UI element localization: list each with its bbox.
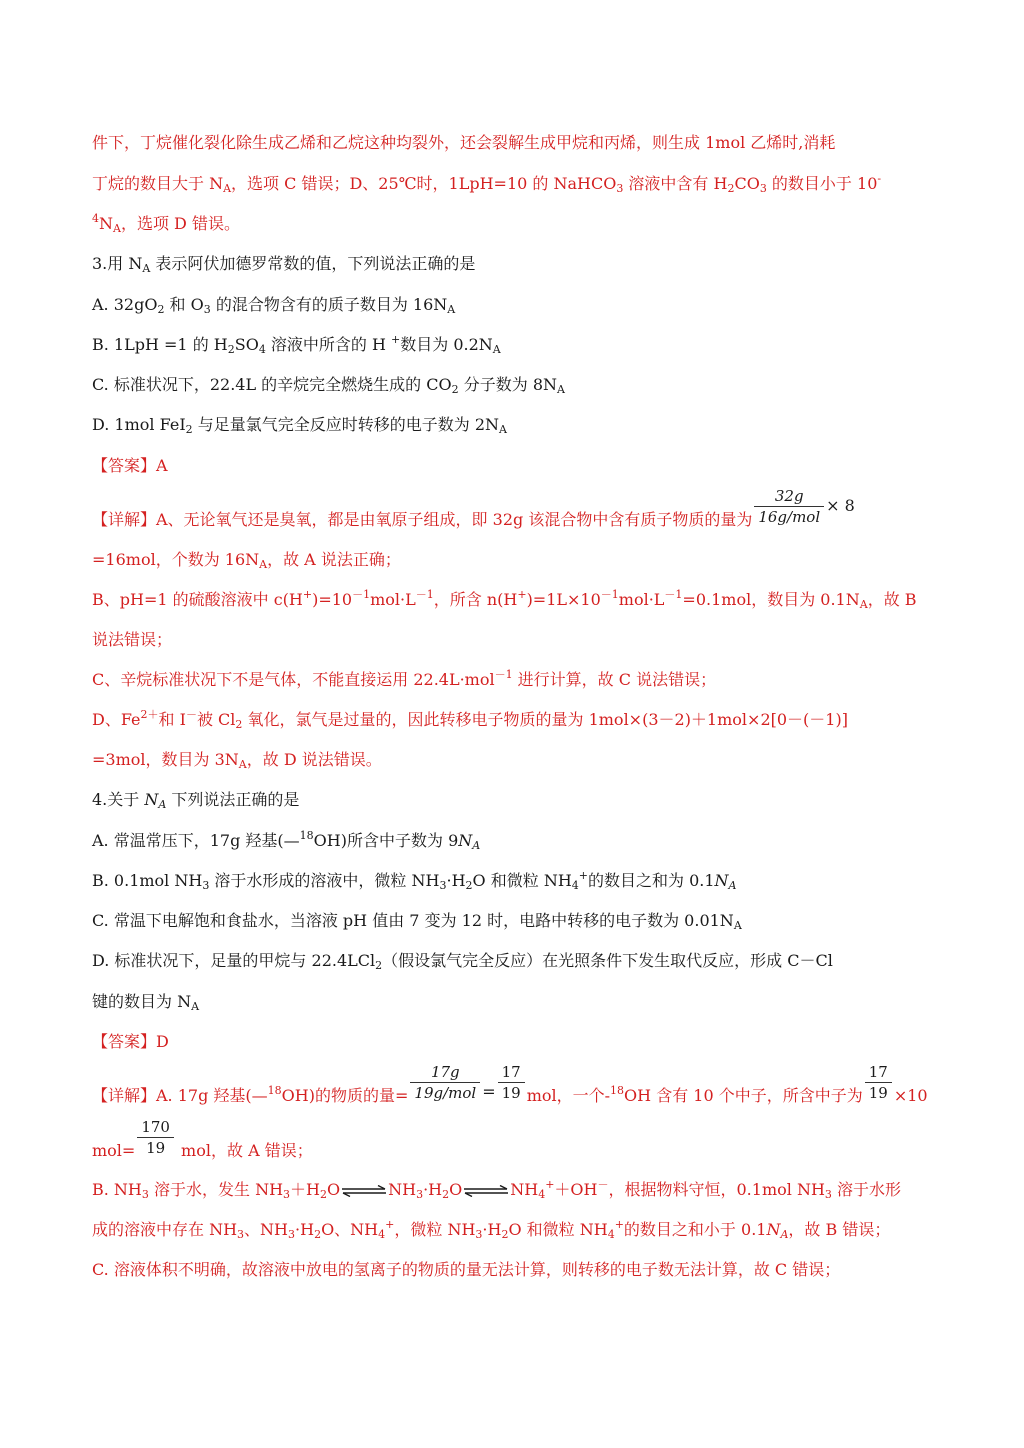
question-4-option-c xyxy=(92,911,742,931)
superscript: + xyxy=(517,588,527,601)
subscript: A xyxy=(259,558,268,571)
answer-4 xyxy=(92,1032,169,1052)
multiplier: × 8 xyxy=(826,496,855,515)
text: B、pH=1 的硫酸溶液中 c(H xyxy=(92,590,303,609)
superscript: 18 xyxy=(267,1084,282,1097)
subscript: A xyxy=(191,1000,200,1013)
fraction-numerator: 32g xyxy=(754,486,824,507)
text: =16mol，个数为 16N xyxy=(92,550,260,569)
subscript: A xyxy=(113,222,121,235)
explanation-line xyxy=(92,133,835,153)
subscript: 3 xyxy=(288,1228,296,1241)
text: 键的数目为 N xyxy=(92,992,192,1011)
text: 【答案】A xyxy=(92,456,168,475)
text: SO xyxy=(234,335,259,354)
fraction-denominator: 16g/mol xyxy=(758,508,821,526)
text: ·H xyxy=(423,1180,443,1199)
subscript: 2 xyxy=(235,718,243,731)
text: ·H xyxy=(482,1220,502,1239)
detail-4-a-cont xyxy=(92,1117,313,1158)
subscript: A xyxy=(142,262,151,275)
text: O 和微粒 NH xyxy=(508,1220,608,1239)
superscript: 4 xyxy=(92,212,99,225)
detail-3-b xyxy=(92,590,917,610)
text: C. 常温下电解饱和食盐水，当溶液 pH 值由 7 变为 12 时，电路中转移的电子数为 0.01N xyxy=(92,911,734,930)
text: 3.用 N xyxy=(92,254,143,273)
text: 溶于水形成的溶液中，微粒 NH xyxy=(209,871,440,890)
text: ＋H xyxy=(290,1180,320,1199)
text: N xyxy=(144,790,159,809)
subscript: 2 xyxy=(314,1228,322,1241)
subscript: 3 xyxy=(616,182,624,195)
text: ·H xyxy=(446,871,466,890)
text: B. 1LpH =1 的 H xyxy=(92,335,228,354)
question-4-option-b xyxy=(92,871,737,891)
text: ，故 B xyxy=(867,590,917,609)
text: 和 I xyxy=(158,710,186,729)
text: 溶液中含有 H xyxy=(623,174,728,193)
subscript: 4 xyxy=(258,343,266,356)
superscript: + xyxy=(545,1178,555,1191)
fraction-denominator: 19 xyxy=(501,1084,521,1102)
text: OH 含有 10 个中子，所含中子为 xyxy=(624,1086,863,1105)
text: 的数目之和小于 0.1 xyxy=(623,1220,767,1239)
superscript: －1 xyxy=(415,588,434,601)
subscript: A xyxy=(728,879,737,892)
text: C. 溶液体积不明确，故溶液中放电的氢离子的物质的量无法计算，则转移的电子数无法计算，故 C 错误； xyxy=(92,1260,841,1279)
fraction xyxy=(137,1117,174,1158)
fraction-numerator: 17 xyxy=(865,1062,892,1083)
text: A. 常温常压下，17g 羟基(— xyxy=(92,831,300,850)
text: A. 32gO xyxy=(92,295,158,314)
subscript: 3 xyxy=(202,879,210,892)
text: 和 O xyxy=(164,295,204,314)
answer-3 xyxy=(92,456,168,476)
fraction xyxy=(754,486,824,527)
subscript: 3 xyxy=(759,182,767,195)
superscript: －1 xyxy=(600,588,619,601)
subscript: 3 xyxy=(203,303,211,316)
text: 溶于水，发生 NH xyxy=(148,1180,284,1199)
text: 分子数为 8N xyxy=(458,375,557,394)
subscript: 2 xyxy=(320,1188,327,1201)
superscript: + xyxy=(578,869,588,882)
text: 、NH xyxy=(244,1220,289,1239)
text: mol，故 A 错误； xyxy=(175,1141,313,1160)
subscript: 2 xyxy=(227,343,235,356)
text: 【详解】A. 17g 羟基(— xyxy=(92,1086,268,1105)
text: 【答案】D xyxy=(92,1032,169,1051)
equilibrium-arrow-icon xyxy=(463,1185,509,1197)
text: ，故 D 说法错误。 xyxy=(246,750,382,769)
text: 4.关于 xyxy=(92,790,145,809)
text: O xyxy=(327,1180,341,1199)
text: ＋OH xyxy=(554,1180,598,1199)
subscript: 2 xyxy=(451,383,459,396)
question-3-stem xyxy=(92,254,475,274)
subscript: 2 xyxy=(501,1228,509,1241)
text: mol= xyxy=(92,1141,136,1160)
subscript: 4 xyxy=(607,1228,615,1241)
question-4-option-a xyxy=(92,831,480,851)
text: 的数目之和为 0.1 xyxy=(588,871,715,890)
text: 的混合物含有的质子数目为 16N xyxy=(210,295,448,314)
text: 丁烷的数目大于 N xyxy=(92,174,224,193)
text: NH xyxy=(510,1180,539,1199)
text: ，根据物料守恒，0.1mol NH xyxy=(608,1180,825,1199)
explanation-line xyxy=(92,174,881,194)
subscript: A xyxy=(733,919,742,932)
superscript: －1 xyxy=(664,588,683,601)
text: ×10 xyxy=(893,1086,928,1105)
fraction xyxy=(498,1062,525,1103)
text: 被 Cl xyxy=(196,710,236,729)
text: 溶液中所含的 H xyxy=(265,335,392,354)
text: N xyxy=(458,831,473,850)
superscript: 2＋ xyxy=(140,708,159,721)
subscript: 3 xyxy=(439,879,447,892)
fraction xyxy=(865,1062,892,1103)
subscript: A xyxy=(158,798,167,811)
text: ，微粒 NH xyxy=(394,1220,476,1239)
detail-3-c xyxy=(92,670,716,690)
subscript: A xyxy=(472,839,481,852)
text: 与足量氯气完全反应时转移的电子数为 2N xyxy=(192,415,499,434)
fraction-numerator: 17g xyxy=(410,1062,480,1083)
text: C、辛烷标准状况下不是气体，不能直接运用 22.4L·mol xyxy=(92,670,495,689)
superscript: －1 xyxy=(494,668,513,681)
subscript: A xyxy=(492,343,501,356)
text: NH xyxy=(388,1180,417,1199)
text: =3mol，数目为 3N xyxy=(92,750,239,769)
subscript: 3 xyxy=(416,1188,424,1201)
detail-3-d-cont xyxy=(92,750,382,770)
text: D. 1mol FeI xyxy=(92,415,186,434)
text: 件下，丁烷催化裂化除生成乙烯和乙烷这种均裂外，还会裂解生成甲烷和丙烯，则生成 1mol 乙烯时,消耗 xyxy=(92,133,836,152)
detail-4-a xyxy=(92,1062,928,1103)
subscript: 3 xyxy=(237,1228,245,1241)
text: 数目为 0.2N xyxy=(400,335,493,354)
subscript: 3 xyxy=(475,1228,483,1241)
text: ，选项 C 错误；D、25℃时，1LpH=10 的 NaHCO xyxy=(231,174,617,193)
fraction-numerator: 170 xyxy=(137,1117,174,1138)
question-4-option-d-cont xyxy=(92,992,199,1012)
superscript: - xyxy=(877,172,882,185)
detail-3-a-cont xyxy=(92,550,401,570)
superscript: － xyxy=(185,708,197,721)
text: =0.1mol，数目为 0.1N xyxy=(682,590,860,609)
text: B. NH xyxy=(92,1180,142,1199)
subscript: A xyxy=(499,423,507,436)
superscript: 18 xyxy=(299,829,314,842)
explanation-line xyxy=(92,214,240,234)
text: 下列说法正确的是 xyxy=(166,790,300,809)
equilibrium-arrow-icon xyxy=(341,1185,387,1197)
fraction-denominator: 19 xyxy=(146,1139,166,1157)
text: OH)的物质的量= xyxy=(281,1086,409,1105)
text: 溶于水形 xyxy=(831,1180,902,1199)
superscript: + xyxy=(391,333,401,346)
detail-3-d xyxy=(92,710,848,730)
text: O xyxy=(449,1180,463,1199)
text: mol·L xyxy=(370,590,416,609)
text: 氧化，氯气是过量的，因此转移电子物质的量为 1mol×(3－2)＋1mol×2[0－(－1)] xyxy=(242,710,848,729)
superscript: + xyxy=(614,1218,624,1231)
text: mol，一个- xyxy=(526,1086,611,1105)
detail-4-c xyxy=(92,1260,840,1280)
detail-3-a xyxy=(92,487,855,541)
subscript: 2 xyxy=(442,1188,450,1201)
text: 成的溶液中存在 NH xyxy=(92,1220,238,1239)
text: 的数目小于 10 xyxy=(766,174,878,193)
text: mol·L xyxy=(618,590,665,609)
superscript: 18 xyxy=(610,1084,625,1097)
subscript: 2 xyxy=(185,423,193,436)
text: 【详解】A、无论氧气还是臭氧，都是由氧原子组成，即 32g 该混合物中含有质子物质的量为 xyxy=(92,510,753,529)
subscript: 4 xyxy=(378,1228,386,1241)
text: N xyxy=(99,214,113,233)
subscript: 3 xyxy=(141,1188,149,1201)
text: CO xyxy=(734,174,760,193)
text: D、Fe xyxy=(92,710,141,729)
question-3-option-a xyxy=(92,295,455,315)
detail-4-b xyxy=(92,1180,901,1200)
text: N xyxy=(714,871,729,890)
text: 进行计算，故 C 说法错误； xyxy=(512,670,717,689)
text: 说法错误； xyxy=(92,630,173,649)
text: ·H xyxy=(295,1220,315,1239)
subscript: 4 xyxy=(538,1188,546,1201)
text: 表示阿伏加德罗常数的值，下列说法正确的是 xyxy=(150,254,476,273)
question-4-option-d xyxy=(92,951,833,971)
subscript: 2 xyxy=(465,879,473,892)
superscript: － xyxy=(597,1178,609,1191)
question-4-stem xyxy=(92,790,299,810)
question-3-option-c xyxy=(92,375,565,395)
fraction-numerator: 17 xyxy=(498,1062,525,1083)
text: )=10 xyxy=(312,590,353,609)
text: D. 标准状况下，足量的甲烷与 22.4LCl xyxy=(92,951,376,970)
fraction-denominator: 19g/mol xyxy=(414,1084,477,1102)
subscript: 2 xyxy=(375,959,383,972)
subscript: 3 xyxy=(283,1188,291,1201)
subscript: A xyxy=(238,758,247,771)
fraction xyxy=(410,1062,480,1103)
subscript: 3 xyxy=(824,1188,832,1201)
text: ，故 A 说法正确； xyxy=(267,550,401,569)
text: C. 标准状况下，22.4L 的辛烷完全燃烧生成的 CO xyxy=(92,375,452,394)
text: O、NH xyxy=(321,1220,379,1239)
question-3-option-b xyxy=(92,335,501,355)
subscript: A xyxy=(859,598,868,611)
subscript: A xyxy=(780,1228,789,1241)
text: B. 0.1mol NH xyxy=(92,871,203,890)
equals-sign: = xyxy=(482,1082,496,1101)
text: （假设氯气完全反应）在光照条件下发生取代反应，形成 C－Cl xyxy=(382,951,833,970)
superscript: + xyxy=(302,588,313,601)
text: ，故 B 错误； xyxy=(788,1220,891,1239)
detail-4-b-cont xyxy=(92,1220,890,1240)
text: O 和微粒 NH xyxy=(472,871,572,890)
text: )=1L×10 xyxy=(526,590,601,609)
text: N xyxy=(766,1220,781,1239)
subscript: A xyxy=(223,182,232,195)
superscript: －1 xyxy=(352,588,371,601)
question-3-option-d xyxy=(92,415,507,435)
text: ，所含 n(H xyxy=(433,590,518,609)
detail-3-b-cont xyxy=(92,630,172,650)
subscript: A xyxy=(447,303,456,316)
subscript: A xyxy=(557,383,565,396)
text: OH)所含中子数为 9 xyxy=(313,831,459,850)
subscript: 2 xyxy=(727,182,735,195)
fraction-denominator: 19 xyxy=(868,1084,888,1102)
superscript: + xyxy=(385,1218,395,1231)
text: ，选项 D 错误。 xyxy=(120,214,240,233)
subscript: 4 xyxy=(571,879,579,892)
subscript: 2 xyxy=(157,303,165,316)
